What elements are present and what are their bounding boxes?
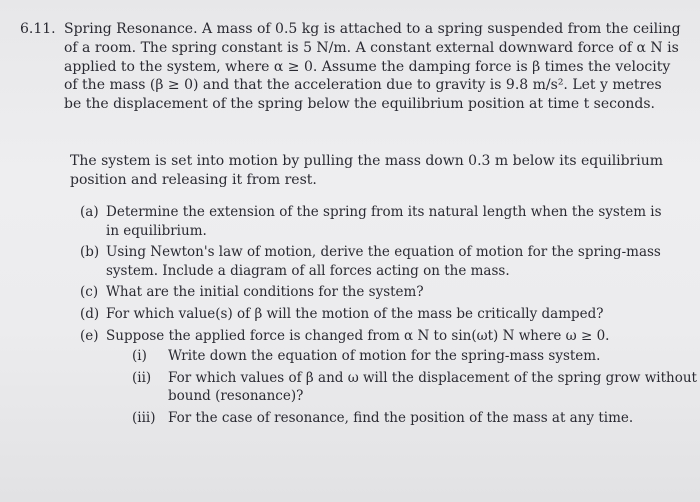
problem-number: 6.11. xyxy=(20,21,56,37)
part-c xyxy=(80,283,680,302)
intro-line: of a room. The spring constant is 5 N/m. A constant external downward force of α N is xyxy=(64,39,679,56)
intro-line: be the displacement of the spring below the equilibrium position at time t seconds. xyxy=(64,96,656,113)
part-label: (e) xyxy=(80,327,99,344)
part-b xyxy=(80,243,680,280)
subpart-label: (iii) xyxy=(132,409,156,426)
subpart-text-line: bound (resonance)? xyxy=(168,388,304,405)
subpart-e-iii xyxy=(132,409,680,428)
subpart-label: (i) xyxy=(132,348,147,365)
part-text-line: Suppose the applied force is changed from α N to sin(ωt) N where ω ≥ 0. xyxy=(106,327,610,344)
subpart-text-line: For the case of resonance, find the position of the mass at any time. xyxy=(168,409,634,426)
part-text-line: What are the initial conditions for the system? xyxy=(106,284,424,301)
intro-line: of the mass (β ≥ 0) and that the acceleration due to gravity is 9.8 m/s². Let y metres xyxy=(64,77,662,94)
problem-intro xyxy=(64,20,680,114)
part-label: (b) xyxy=(80,244,100,261)
part-label: (d) xyxy=(80,305,100,322)
setup-line: The system is set into motion by pulling the mass down 0.3 m below its equilibrium xyxy=(70,153,664,169)
subpart-e-i xyxy=(132,347,680,366)
part-text-line: Determine the extension of the spring from its natural length when the system is xyxy=(106,204,662,220)
part-text-line: in equilibrium. xyxy=(106,222,207,239)
part-e xyxy=(80,327,697,428)
part-text-line: Using Newton's law of motion, derive the equation of motion for the spring-mass xyxy=(106,244,661,261)
problem-setup xyxy=(70,152,680,190)
subpart-text-line: Write down the equation of motion for the spring-mass system. xyxy=(168,348,601,365)
intro-line: applied to the system, where α ≥ 0. Assume the damping force is β times the velocity xyxy=(64,58,671,75)
part-text-line: For which value(s) of β will the motion of the mass be critically damped? xyxy=(106,305,604,322)
subpart-text-line: For which values of β and ω will the displacement of the spring grow without xyxy=(168,369,697,386)
part-label: (a) xyxy=(80,204,99,220)
part-text-line: system. Include a diagram of all forces acting on the mass. xyxy=(106,262,510,279)
part-label: (c) xyxy=(80,284,99,301)
subpart-label: (ii) xyxy=(132,369,152,386)
question-parts xyxy=(80,203,697,431)
setup-line: position and releasing it from rest. xyxy=(70,172,317,188)
part-e-subparts xyxy=(132,347,697,427)
intro-line: Spring Resonance. A mass of 0.5 kg is attached to a spring suspended from the ceiling xyxy=(64,21,681,37)
part-d xyxy=(80,305,680,324)
subpart-e-ii xyxy=(132,369,697,406)
part-a xyxy=(80,203,680,240)
